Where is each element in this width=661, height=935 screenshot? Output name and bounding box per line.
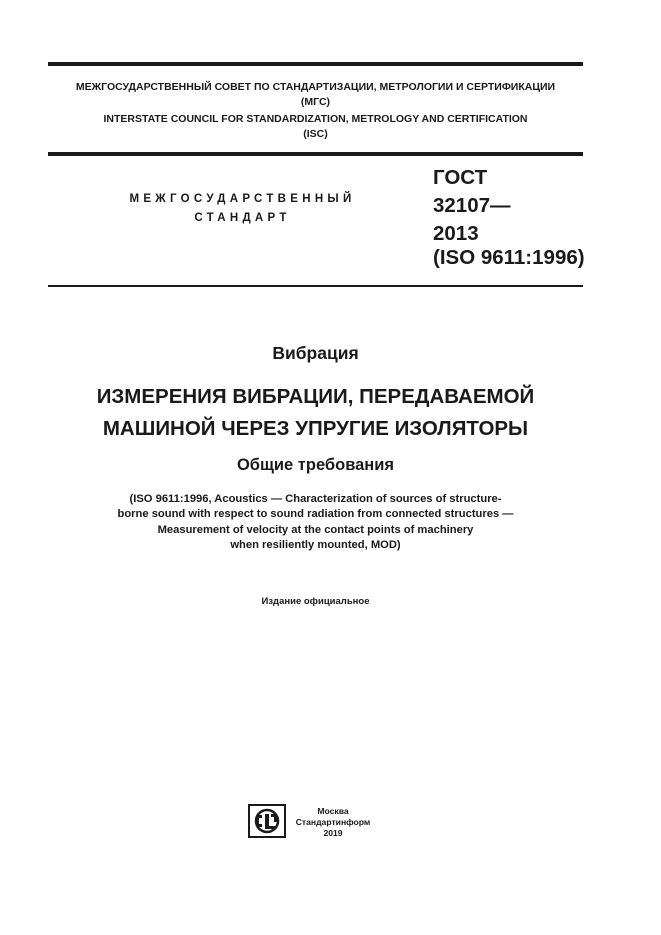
standard-kind-line2: СТАНДАРТ — [194, 212, 291, 224]
gost-number: 32107— — [433, 194, 511, 217]
publisher-year: 2019 — [323, 828, 343, 838]
council-en-abbr: (ISC) — [303, 128, 328, 140]
council-ru-line: МЕЖГОСУДАРСТВЕННЫЙ СОВЕТ ПО СТАНДАРТИЗАЦИИ, МЕТРОЛОГИИ И СЕРТИФИКАЦИИ — [75, 81, 556, 93]
gost-iso-ref: (ISO 9611:1996) — [433, 246, 585, 269]
iso-reference-line3: Measurement of velocity at the contact points of machinery — [157, 524, 474, 536]
publisher-name: Стандартинформ — [295, 817, 371, 827]
iso-reference-line1: (ISO 9611:1996, Acoustics — Characterization of sources of structure- — [129, 493, 502, 505]
iso-reference-line4: when resiliently mounted, MOD) — [230, 539, 401, 551]
publisher-city: Москва — [317, 806, 349, 816]
council-en-line: INTERSTATE COUNCIL FOR STANDARDIZATION, METROLOGY AND CERTIFICATION — [103, 113, 528, 125]
subject-heading: Вибрация — [272, 343, 359, 363]
standard-kind-line1: МЕЖГОСУДАРСТВЕННЫЙ — [129, 193, 356, 205]
gost-year: 2013 — [433, 222, 479, 245]
official-edition: Издание официальное — [261, 596, 370, 607]
standartinform-logo-icon — [248, 804, 286, 838]
gost-label: ГОСТ — [433, 166, 488, 189]
iso-reference-line2: borne sound with respect to sound radiation from connected structures — — [117, 508, 514, 520]
subtitle: Общие требования — [236, 456, 395, 474]
council-ru-abbr: (МГС) — [300, 96, 331, 108]
main-title-line2: МАШИНОЙ ЧЕРЕЗ УПРУГИЕ ИЗОЛЯТОРЫ — [102, 417, 529, 440]
top-rule — [48, 62, 583, 66]
designation-bottom-rule — [48, 285, 583, 287]
main-title-line1: ИЗМЕРЕНИЯ ВИБРАЦИИ, ПЕРЕДАВАЕМОЙ — [96, 385, 535, 408]
header-bottom-rule — [48, 152, 583, 156]
